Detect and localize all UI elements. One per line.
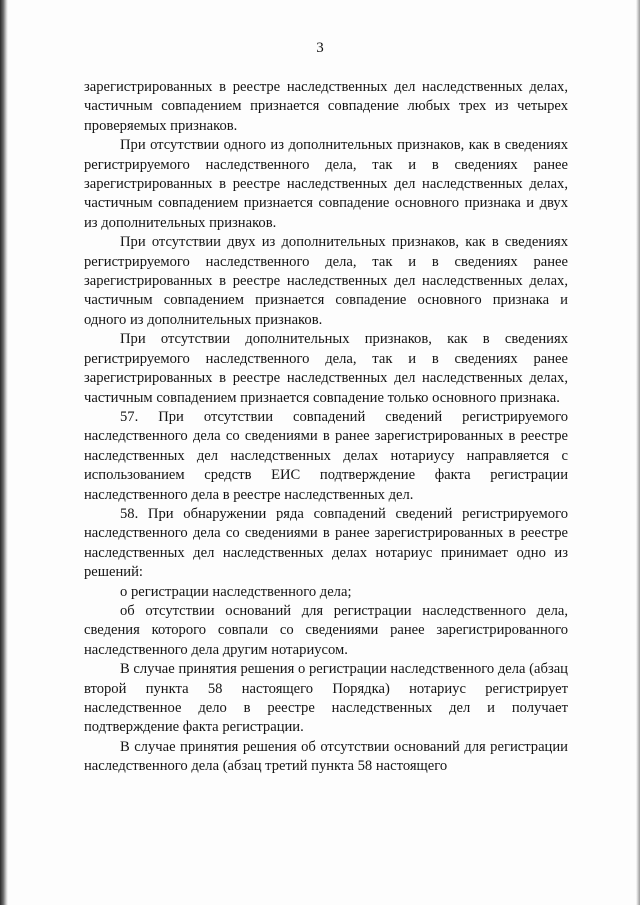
scan-left-edge-shadow [0,0,8,905]
paragraph-no-additional-attributes: При отсутствии дополнительных признаков, как в сведениях регистрируемого наследственного дела, так и в сведениях ранее зарегистрированных в реестре наследственных дел наследственных делах, частичным совпадением признается совпадение только основного признака. [84,331,568,406]
paragraph-clause-57: 57. При отсутствии совпадений сведений регистрируемого наследственного дела со сведениями в ранее зарегистрированных в реестре наследственных дел наследственных делах нотариусу направляется с использованием средств ЕИС подтверждение факта регистрации наследственного дела в реестре наследственных дел. [84,408,568,503]
paragraph-continuation: зарегистрированных в реестре наследственных дел наследственных делах, частичным совпадением признается совпадение любых трех из четырех проверяемых признаков. [84,79,568,134]
paragraph-decision-no-grounds: об отсутствии оснований для регистрации наследственного дела, сведения которого совпали со сведениями ранее зарегистрированного наследственного дела другим нотариусом. [84,602,568,658]
document-body [84,78,568,777]
paragraph-one-missing-attribute: При отсутствии одного из дополнительных признаков, как в сведениях регистрируемого наследственного дела, так и в сведениях ранее зарегистрированных в реестре наследственных дел наследственных делах, частичным совпадением признается совпадение основного признака и двух из дополнительных признаков. [84,137,568,231]
paragraph-clause-58: 58. При обнаружении ряда совпадений сведений регистрируемого наследственного дела со сведениями в ранее зарегистрированных в реестре наследственных дел наследственных делах нотариус принимает одно из решений: [84,505,568,581]
paragraph-decision-register: о регистрации наследственного дела; [120,583,352,600]
paragraph-case-register: В случае принятия решения о регистрации наследственного дела (абзац второй пункта 58 настоящего Порядка) нотариус регистрирует наследственное дело в реестре наследственных дел и получает подтверждение факта регистрации. [84,661,568,736]
paragraph-two-missing-attributes: При отсутствии двух из дополнительных признаков, как в сведениях регистрируемого наследственного дела, так и в сведениях ранее зарегистрированных в реестре наследственных дел наследственных делах, частичным совпадением признается совпадение основного признака и одного из дополнительных признаков. [84,234,568,328]
scan-right-edge-shadow [636,0,640,905]
page-number: 3 [316,40,324,56]
paragraph-case-no-grounds: В случае принятия решения об отсутствии оснований для регистрации наследственного дела (абзац третий пункта 58 настоящего [84,738,568,775]
